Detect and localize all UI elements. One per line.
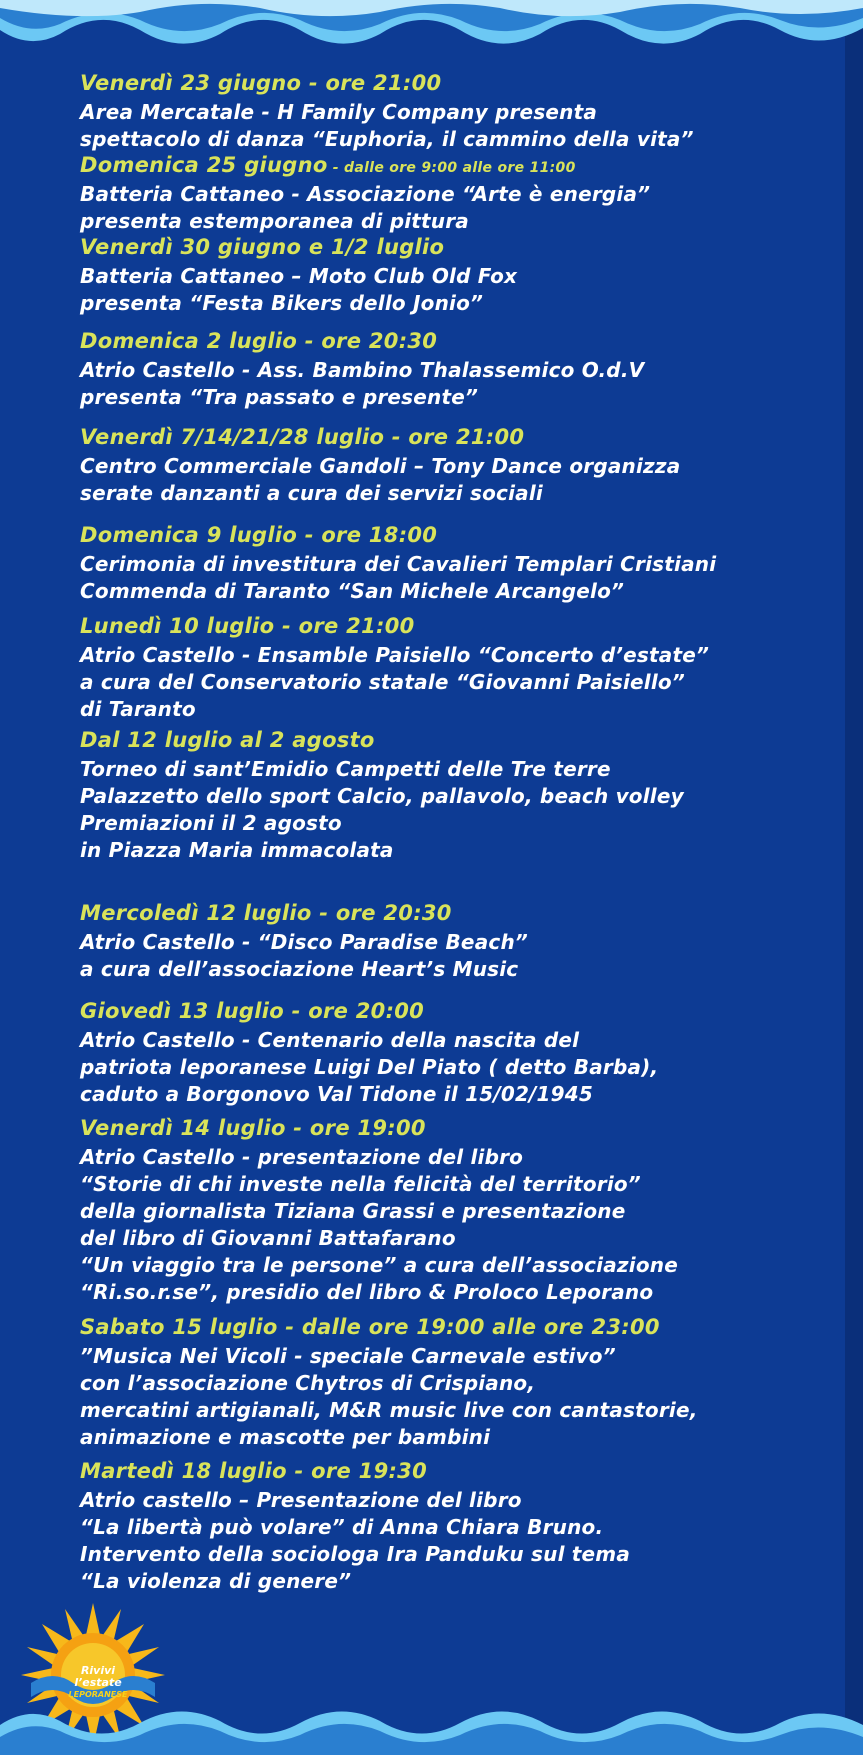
event-line: Atrio castello – Presentazione del libro bbox=[80, 1488, 522, 1512]
event-item bbox=[80, 1458, 850, 1595]
event-line: Palazzetto dello sport Calcio, pallavolo, beach volley bbox=[80, 784, 684, 808]
event-item bbox=[80, 522, 850, 605]
event-date: Domenica 9 luglio - ore 18:00 bbox=[80, 523, 438, 547]
event-line: “Ri.so.r.se”, presidio del libro & Proloco Leporano bbox=[80, 1280, 654, 1304]
event-date: Domenica 25 giugno - dalle ore 9:00 alle ore 11:00 bbox=[80, 153, 576, 177]
event-item bbox=[80, 1314, 850, 1451]
event-date: Dal 12 luglio al 2 agosto bbox=[80, 728, 375, 752]
event-item bbox=[80, 998, 850, 1108]
event-line: a cura del Conservatorio statale “Giovanni Paisiello” bbox=[80, 670, 685, 694]
event-line: Intervento della sociologa Ira Panduku sul tema bbox=[80, 1542, 631, 1566]
event-line: a cura dell’associazione Heart’s Music bbox=[80, 957, 519, 981]
event-line: spettacolo di danza “Euphoria, il cammino della vita” bbox=[80, 127, 694, 151]
event-item bbox=[80, 424, 850, 507]
event-line: Batteria Cattaneo - Associazione “Arte è energia” bbox=[80, 182, 651, 206]
event-date: Martedì 18 luglio - ore 19:30 bbox=[80, 1459, 428, 1483]
event-item bbox=[80, 727, 850, 864]
event-line: “La libertà può volare” di Anna Chiara Bruno. bbox=[80, 1515, 604, 1539]
event-line: “La violenza di genere” bbox=[80, 1569, 352, 1593]
event-date: Mercoledì 12 luglio - ore 20:30 bbox=[80, 901, 452, 925]
event-line: presenta “Festa Bikers dello Jonio” bbox=[80, 291, 484, 315]
event-line: di Taranto bbox=[80, 697, 196, 721]
event-date: Domenica 2 luglio - ore 20:30 bbox=[80, 329, 438, 353]
event-line: del libro di Giovanni Battafarano bbox=[80, 1226, 456, 1250]
logo-title: Rivivi l’estate bbox=[74, 1664, 122, 1689]
event-item bbox=[80, 152, 850, 235]
event-line: Atrio Castello - Ass. Bambino Thalassemico O.d.V bbox=[80, 358, 645, 382]
event-line: mercatini artigianali, M&R music live con cantastorie, bbox=[80, 1398, 698, 1422]
event-line: Atrio Castello - Centenario della nascita del bbox=[80, 1028, 580, 1052]
event-item bbox=[80, 1115, 850, 1306]
event-line: in Piazza Maria immacolata bbox=[80, 838, 394, 862]
event-date: Venerdì 23 giugno - ore 21:00 bbox=[80, 71, 442, 95]
logo-subtitle: LEPORANESE bbox=[68, 1690, 128, 1699]
event-line: presenta “Tra passato e presente” bbox=[80, 385, 479, 409]
event-line: “Storie di chi investe nella felicità del territorio” bbox=[80, 1172, 641, 1196]
event-line: caduto a Borgonovo Val Tidone il 15/02/1945 bbox=[80, 1082, 594, 1106]
event-line: Batteria Cattaneo – Moto Club Old Fox bbox=[80, 264, 518, 288]
event-item bbox=[80, 70, 850, 153]
event-line: Area Mercatale - H Family Company presenta bbox=[80, 100, 598, 124]
event-line: Atrio Castello - Ensamble Paisiello “Concerto d’estate” bbox=[80, 643, 710, 667]
event-line: animazione e mascotte per bambini bbox=[80, 1425, 491, 1449]
event-date: Venerdì 7/14/21/28 luglio - ore 21:00 bbox=[80, 425, 525, 449]
event-item bbox=[80, 613, 850, 723]
event-item bbox=[80, 900, 850, 983]
event-date: Venerdì 30 giugno e 1/2 luglio bbox=[80, 235, 445, 259]
event-line: Centro Commerciale Gandoli – Tony Dance organizza bbox=[80, 454, 681, 478]
event-line: Atrio Castello - “Disco Paradise Beach” bbox=[80, 930, 528, 954]
event-date: Lunedì 10 luglio - ore 21:00 bbox=[80, 614, 415, 638]
event-line: patriota leporanese Luigi Del Piato ( detto Barba), bbox=[80, 1055, 659, 1079]
event-item bbox=[80, 234, 850, 317]
event-line: ”Musica Nei Vicoli - speciale Carnevale estivo” bbox=[80, 1344, 616, 1368]
event-line: “Un viaggio tra le persone” a cura dell’associazione bbox=[80, 1253, 678, 1277]
event-line: della giornalista Tiziana Grassi e presentazione bbox=[80, 1199, 626, 1223]
wave-top-decoration bbox=[0, 0, 863, 60]
wave-bottom-decoration bbox=[0, 1695, 863, 1755]
event-line: Commenda di Taranto “San Michele Arcangelo” bbox=[80, 579, 625, 603]
event-line: Torneo di sant’Emidio Campetti delle Tre terre bbox=[80, 757, 611, 781]
event-line: Premiazioni il 2 agosto bbox=[80, 811, 342, 835]
event-line: con l’associazione Chytros di Crispiano, bbox=[80, 1371, 536, 1395]
event-date: Venerdì 14 luglio - ore 19:00 bbox=[80, 1116, 426, 1140]
event-line: serate danzanti a cura dei servizi sociali bbox=[80, 481, 543, 505]
event-date: Sabato 15 luglio - dalle ore 19:00 alle ore 23:00 bbox=[80, 1315, 660, 1339]
event-line: Cerimonia di investitura dei Cavalieri Templari Cristiani bbox=[80, 552, 717, 576]
event-item bbox=[80, 328, 850, 411]
event-line: Atrio Castello - presentazione del libro bbox=[80, 1145, 524, 1169]
event-date: Giovedì 13 luglio - ore 20:00 bbox=[80, 999, 425, 1023]
event-line: presenta estemporanea di pittura bbox=[80, 209, 470, 233]
